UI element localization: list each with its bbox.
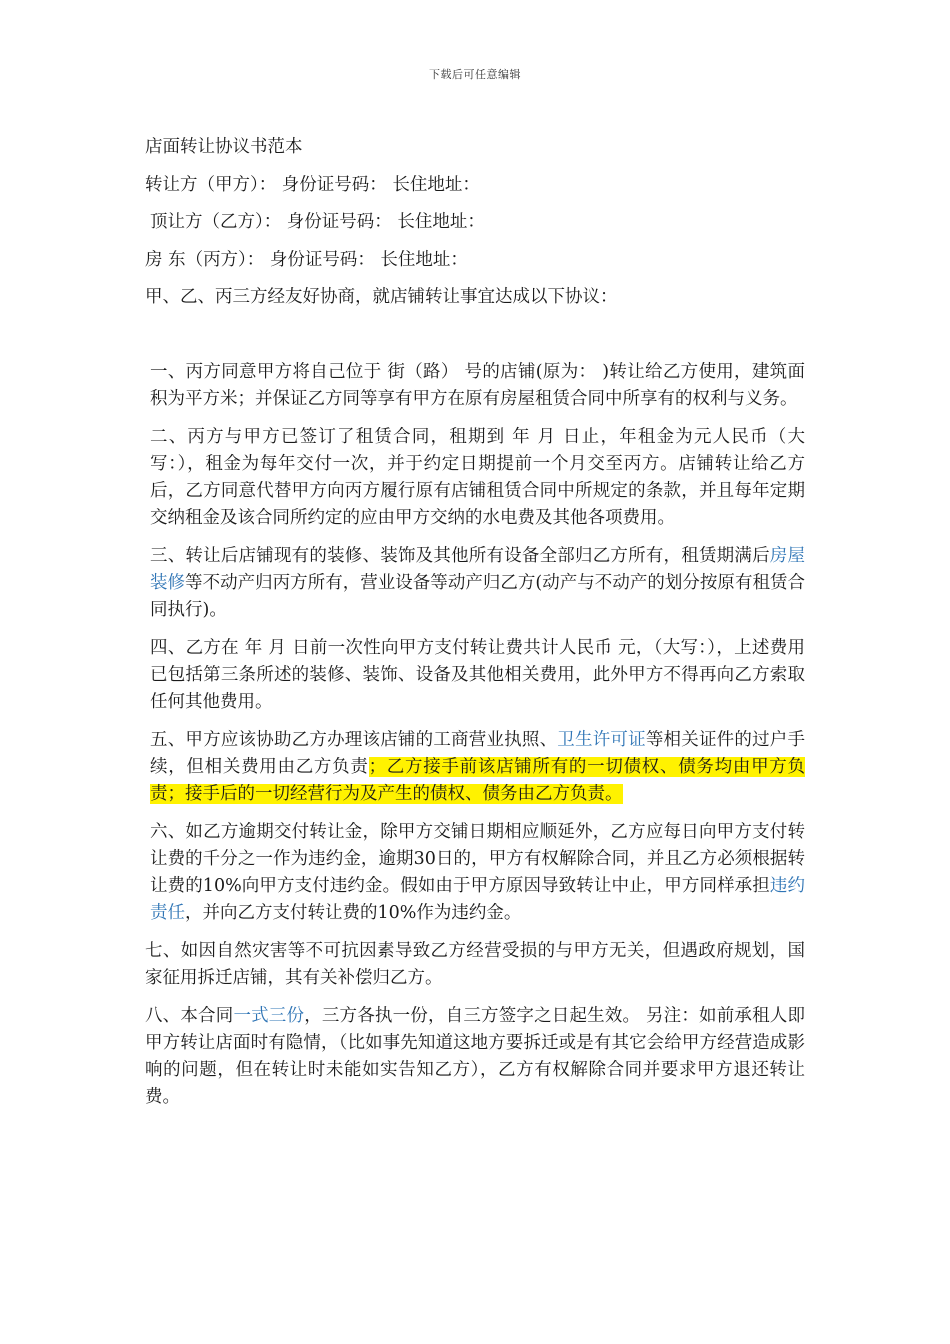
clause-8-text-b: ，三方各执一份，自三方签字之日起生效。 另注：如前承租人即甲方转让店面时有隐情，（比如事先知道这地方要拆迁或是有其它会给甲方经营造成影响的问题，但在转让时未能如实告知乙方），乙方有权解除合同并要求甲方退还转让费。 — [145, 1005, 805, 1107]
party-transferee: 顶让方（乙方）： 身份证号码： 长住地址： — [150, 212, 485, 232]
clause-3-text-b: 等不动产归丙方所有，营业设备等动产归乙方(动产与不动产的划分按原有租赁合同执行)。 — [150, 572, 806, 620]
clause-6-text-b: ，并向乙方支付转让费的10%作为违约金。 — [185, 902, 522, 923]
blank-gap — [145, 322, 805, 359]
party-landlord: 房 东（丙方）： 身份证号码： 长住地址： — [145, 249, 468, 270]
clause-5-text-b: 等相关证件的过户手续，但相关费用由乙方负责 — [150, 729, 806, 777]
clause-8 — [145, 1003, 805, 1111]
clause-6 — [145, 819, 805, 927]
intro-line: 甲、乙、丙三方经友好协商，就店铺转让事宜达成以下协议： — [145, 287, 618, 307]
clause-6-text-a: 六、如乙方逾期交付转让金，除甲方交铺日期相应顺延外，乙方应每日向甲方支付转让费的千分之一作为违约金，逾期30日的，甲方有权解除合同，并且乙方必须根据转让费的10%向甲方支付违约金。假如由于甲方原因导致转让中止，甲方同样承担 — [150, 821, 805, 896]
document-body — [145, 134, 805, 1122]
clause-7: 七、如因自然灾害等不可抗因素导致乙方经营受损的与甲方无关，但遇政府规划，国家征用拆迁店铺，其有关补偿归乙方。 — [145, 940, 805, 988]
clause-8-text-a: 八、本合同 — [145, 1005, 234, 1026]
clause-1: 一、丙方同意甲方将自己位于 街（路） 号的店铺(原为： )转让给乙方使用，建筑面积为平方米；并保证乙方同等享有甲方在原有房屋租赁合同中所享有的权利与义务。 — [150, 361, 805, 409]
clause-5-text-a: 五、甲方应该协助乙方办理该店铺的工商营业执照、 — [150, 729, 558, 750]
party-transferor: 转让方（甲方）： 身份证号码： 长住地址： — [145, 174, 480, 195]
clause-3-text-a: 三、转让后店铺现有的装修、装饰及其他所有设备全部归乙方所有，租赁期满后 — [150, 545, 770, 566]
clause-2: 二、丙方与甲方已签订了租赁合同，租期到 年 月 日止，年租金为元人民币（大写：），租金为每年交付一次，并于约定日期提前一个月交至丙方。店铺转让给乙方后，乙方同意代替甲方向丙方履行原有店铺租赁合同中所规定的条款，并且每年定期交纳租金及该合同所约定的应由甲方交纳的水电费及其他各项费用。 — [150, 426, 805, 528]
clause-4: 四、乙方在 年 月 日前一次性向甲方支付转让费共计人民币 元，（大写：），上述费用已包括第三条所述的装修、装饰、设备及其他相关费用，此外甲方不得再向乙方索取任何其他费用。 — [150, 637, 805, 712]
link-house-decoration[interactable]: 房屋装修 — [150, 545, 806, 593]
link-health-permit[interactable]: 卫生许可证 — [557, 729, 646, 750]
document-title: 店面转让协议书范本 — [145, 137, 303, 157]
clause-3 — [145, 543, 805, 624]
clause-5 — [145, 727, 805, 808]
page-header: 下载后可任意编辑 — [429, 68, 521, 81]
link-triplicate[interactable]: 一式三份 — [233, 1005, 305, 1026]
link-breach-liability[interactable]: 违约责任 — [150, 875, 805, 923]
clause-5-highlight: ；乙方接手前该店铺所有的一切债权、债务均由甲方负责；接手后的一切经营行为及产生的债权、债务由乙方负责。 — [150, 756, 806, 804]
